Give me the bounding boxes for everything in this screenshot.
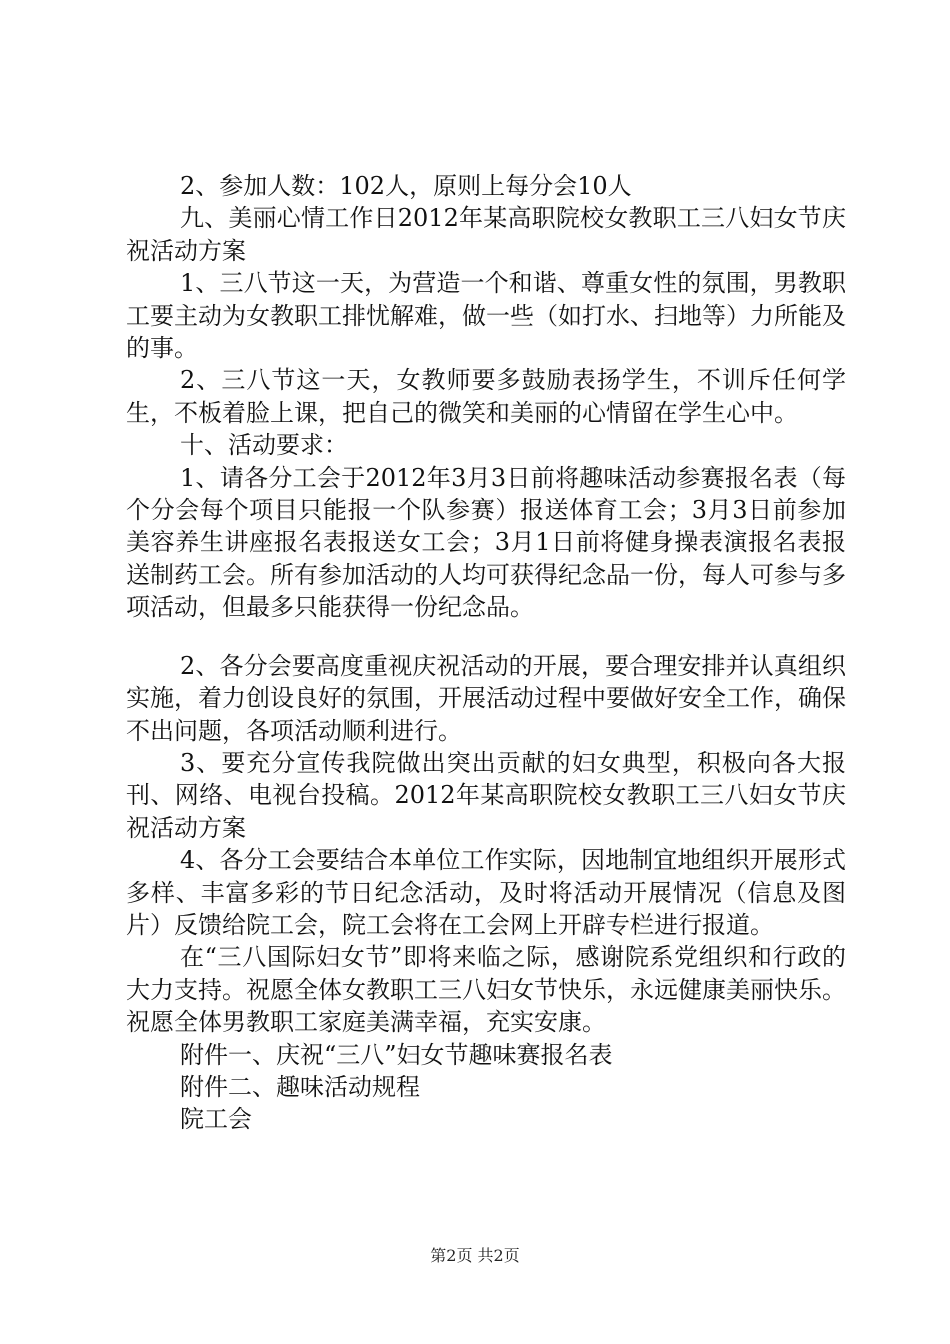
document-body: [126, 170, 846, 1136]
paragraph-organize: 2、各分会要高度重视庆祝活动的开展，要合理安排并认真组织实施，着力创设良好的氛围，开展活动过程中要做好安全工作，确保不出问题，各项活动顺利进行。: [126, 651, 846, 745]
paragraph-publicity: 3、要充分宣传我院做出突出贡献的妇女典型，积极向各大报刊、网络、电视台投稿。2012年某高职院校女教职工三八妇女节庆祝活动方案: [126, 748, 846, 842]
paragraph-section-nine-heading: 九、美丽心情工作日2012年某高职院校女教职工三八妇女节庆祝活动方案: [126, 204, 846, 265]
paragraph-activities-report: 4、各分工会要结合本单位工作实际，因地制宜地组织开展形式多样、丰富多彩的节日纪念活动，及时将活动开展情况（信息及图片）反馈给院工会，院工会将在工会网上开辟专栏进行报道。: [126, 846, 846, 939]
attachment-one: 附件一、庆祝“三八”妇女节趣味赛报名表: [180, 1040, 613, 1069]
paragraph-registration: 1、请各分工会于2012年3月3日前将趣味活动参赛报名表（每个分会每个项目只能报一个队参赛）报送体育工会；3月3日前参加美容养生讲座报名表报送女工会；3月1日前将健身操表演报名表报送制药工会。所有参加活动的人均可获得纪念品一份，每人可参与多项活动，但最多只能获得一份纪念品。: [126, 463, 846, 622]
signature-union: 院工会: [180, 1105, 252, 1134]
paragraph-male-staff-help: 1、三八节这一天，为营造一个和谐、尊重女性的氛围，男教职工要主动为女教职工排忧解难，做一些（如打水、扫地等）力所能及的事。: [126, 269, 846, 363]
attachment-two: 附件二、趣味活动规程: [180, 1072, 420, 1101]
paragraph-greetings: 在“三八国际妇女节”即将来临之际，感谢院系党组织和行政的大力支持。祝愿全体女教职工三八妇女节快乐，永远健康美丽快乐。祝愿全体男教职工家庭美满幸福，充实安康。: [126, 943, 846, 1037]
paragraph-participants: 2、参加人数：102人，原则上每分会10人: [180, 172, 632, 200]
page-number-footer: 第2页 共2页: [430, 1246, 520, 1265]
paragraph-section-ten-heading: 十、活动要求：: [180, 431, 348, 460]
paragraph-teachers-encourage: 2、三八节这一天，女教师要多鼓励表扬学生，不训斥任何学生，不板着脸上课，把自己的微笑和美丽的心情留在学生心中。: [126, 366, 846, 427]
